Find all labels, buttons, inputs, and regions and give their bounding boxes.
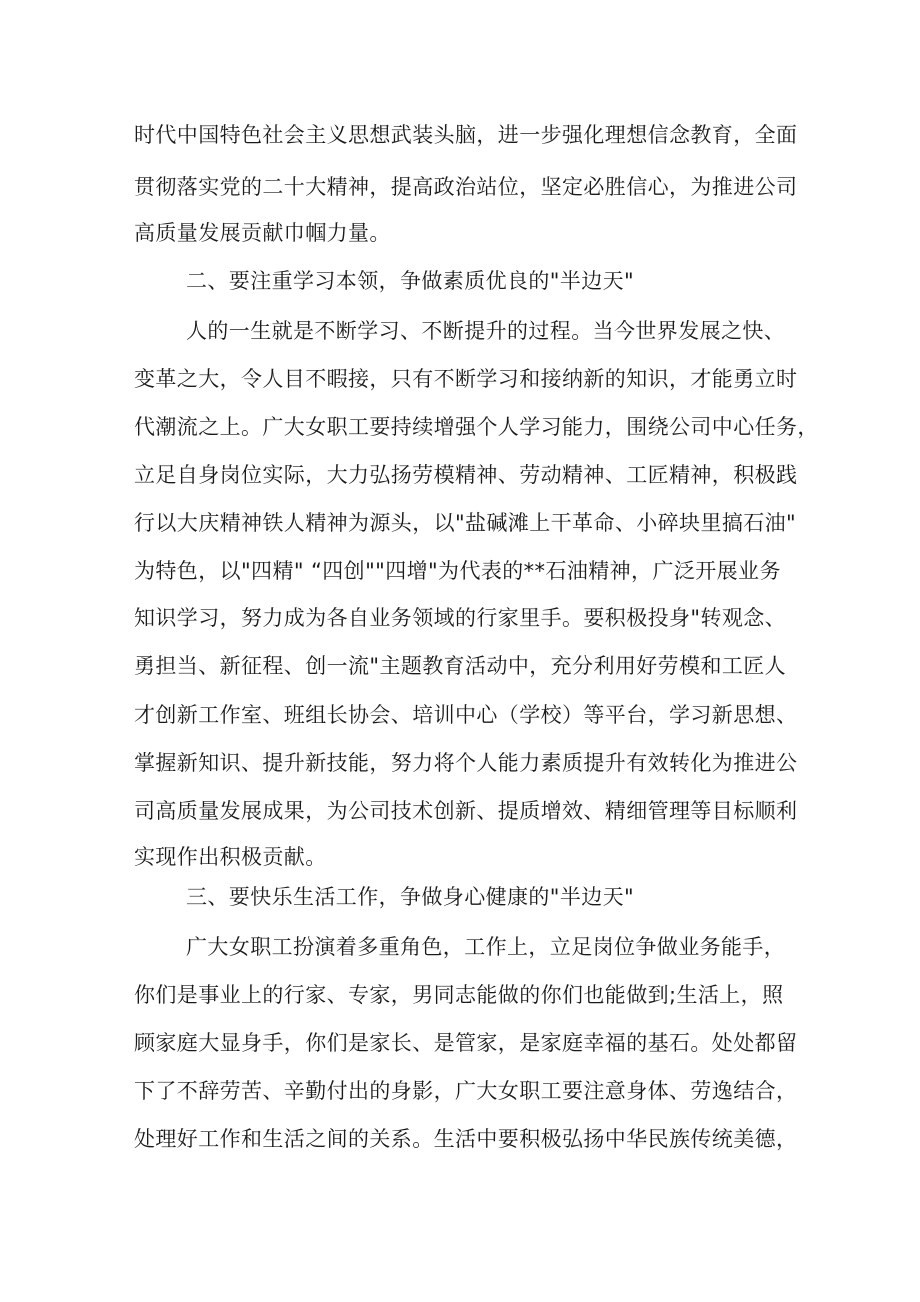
text-line: 贯彻落实党的二十大精神，提高政治站位，坚定必胜信心，为推进公司 — [134, 175, 798, 199]
section-heading: 三、要快乐生活工作，争做身心健康的"半边天" — [186, 885, 635, 909]
text-line: 下了不辞劳苦、辛勤付出的身影，广大女职工要注意身体、劳逸结合， — [134, 1079, 798, 1103]
text-line: 高质量发展贡献巾帼力量。 — [134, 221, 391, 245]
text-line: 勇担当、新征程、创一流"主题教育活动中，充分利用好劳模和工匠人 — [134, 654, 787, 678]
text-line: 处理好工作和生活之间的关系。生活中要积极弘扬中华民族传统美德， — [134, 1127, 798, 1151]
text-line: 立足自身岗位实际，大力弘扬劳模精神、劳动精神、工匠精神，积极践 — [134, 463, 798, 487]
text-line: 顾家庭大显身手，你们是家长、是管家，是家庭幸福的基石。处处都留 — [134, 1031, 798, 1055]
text-line: 你们是事业上的行家、专家，男同志能做的你们也能做到;生活上，照 — [134, 983, 784, 1007]
text-line: 司高质量发展成果，为公司技术创新、提质增效、精细管理等目标顺利 — [134, 799, 798, 823]
text-line: 实现作出积极贡献。 — [134, 845, 327, 869]
text-line: 掌握新知识、提升新技能，努力将个人能力素质提升有效转化为推进公 — [134, 751, 798, 775]
text-line: 行以大庆精神铁人精神为源头，以"盐碱滩上干革命、小碎块里搞石油" — [134, 511, 797, 535]
text-line: 才创新工作室、班组长协会、培训中心（学校）等平台，学习新思想、 — [134, 703, 798, 727]
text-line: 人的一生就是不断学习、不断提升的过程。当今世界发展之快、 — [186, 319, 786, 343]
text-line: 代潮流之上。广大女职工要持续增强个人学习能力，围绕公司中心任务， — [134, 415, 819, 439]
text-line: 为特色，以"四精" “四创""四增"为代表的**石油精神，广泛开展业务 — [134, 559, 781, 583]
text-line: 广大女职工扮演着多重角色，工作上，立足岗位争做业务能手， — [186, 935, 786, 959]
section-heading: 二、要注重学习本领，争做素质优良的"半边天" — [186, 269, 635, 293]
text-line: 时代中国特色社会主义思想武装头脑，进一步强化理想信念教育，全面 — [134, 123, 798, 147]
text-line: 变革之大，令人目不暇接，只有不断学习和接纳新的知识，才能勇立时 — [134, 367, 798, 391]
text-line: 知识学习，努力成为各自业务领域的行家里手。要积极投身"转观念、 — [134, 606, 787, 630]
